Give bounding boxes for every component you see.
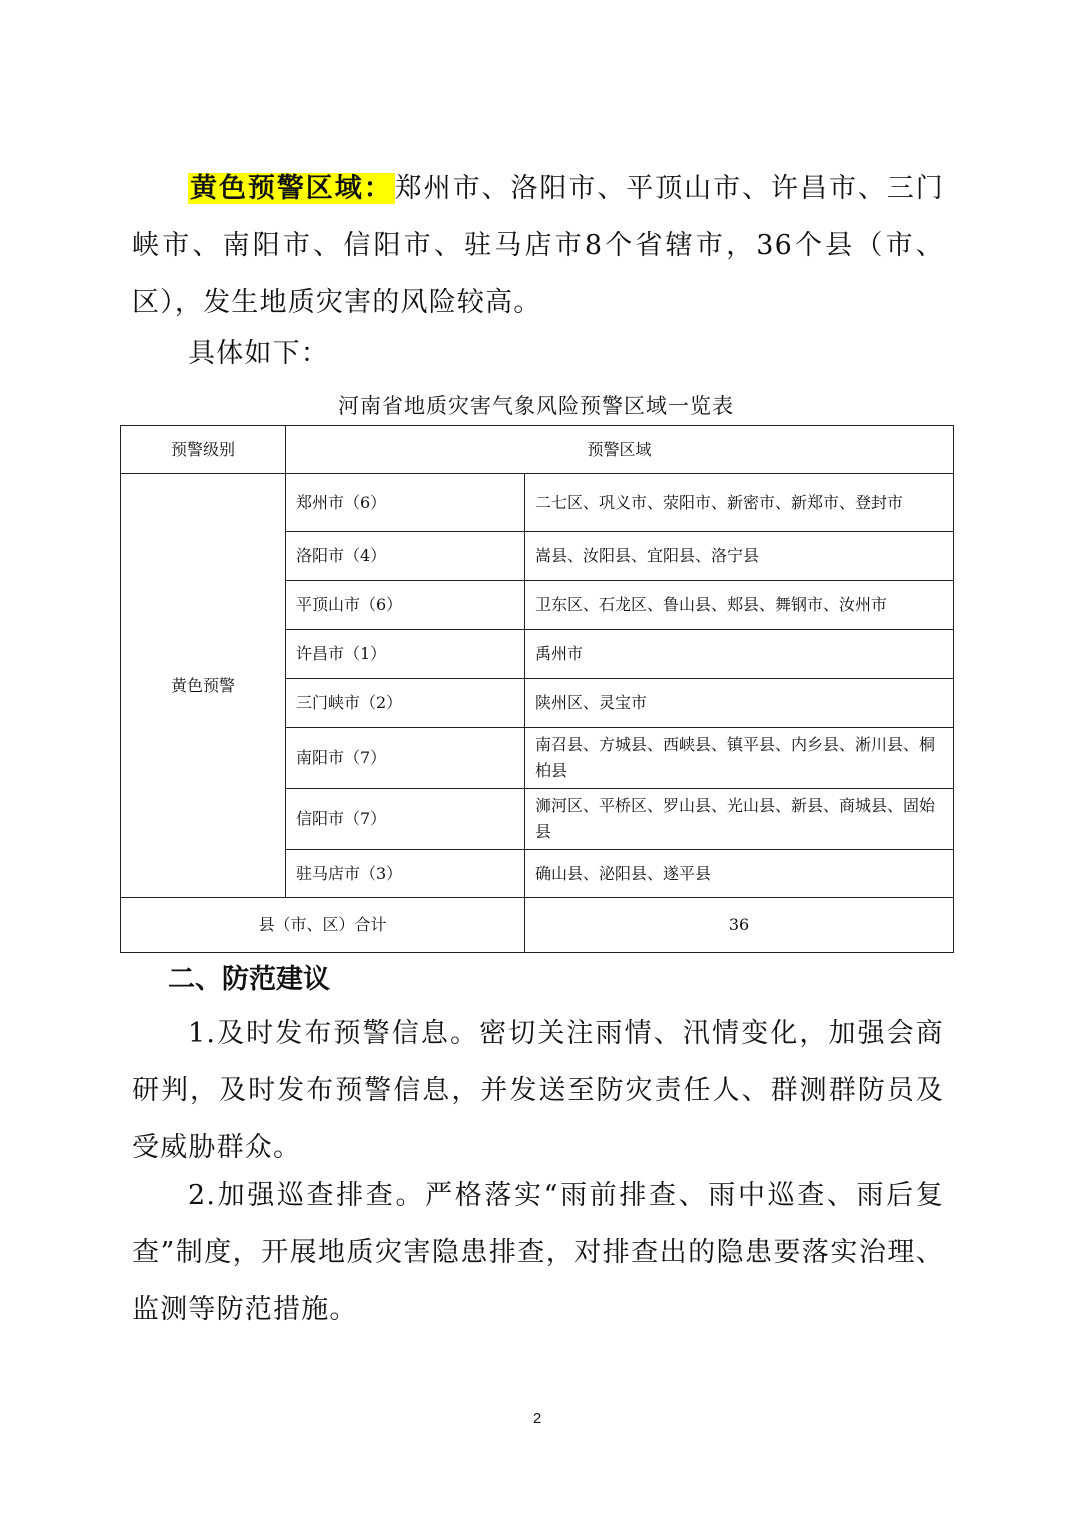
section-heading: 二、防范建议	[168, 964, 330, 995]
table-row	[121, 474, 954, 532]
detail-lead: 具体如下：	[188, 338, 329, 369]
advice-item-2: 2.加强巡查排查。严格落实“雨前排查、雨中巡查、雨后复查”制度，开展地质灾害隐患排查，对排查出的隐患要落实治理、监测等防范措施。	[132, 1180, 944, 1325]
city-cell: 郑州市（6）	[286, 474, 525, 532]
table-header-row	[121, 426, 954, 474]
page-number: 2	[532, 1410, 542, 1427]
table-caption: 河南省地质灾害气象风险预警区域一览表	[338, 394, 734, 418]
warning-table	[120, 425, 954, 953]
city-cell: 驻马店市（3）	[286, 850, 525, 898]
table-total-row	[121, 898, 954, 953]
intro-text: 郑州市、洛阳市、平顶山市、许昌市、三门峡市、南阳市、信阳市、驻马店市8个省辖市，36个县（市、区），发生地质灾害的风险较高。	[132, 173, 944, 318]
total-label: 县（市、区）合计	[121, 898, 525, 953]
counties-cell: 卫东区、石龙区、鲁山县、郏县、舞钢市、汝州市	[525, 581, 954, 630]
city-cell: 许昌市（1）	[286, 630, 525, 679]
level-cell: 黄色预警	[121, 474, 286, 898]
city-cell: 平顶山市（6）	[286, 581, 525, 630]
city-cell: 三门峡市（2）	[286, 679, 525, 728]
total-value: 36	[525, 898, 954, 953]
header-warning-level: 预警级别	[121, 426, 286, 474]
counties-cell: 浉河区、平桥区、罗山县、光山县、新县、商城县、固始县	[525, 789, 954, 850]
city-cell: 南阳市（7）	[286, 728, 525, 789]
yellow-warning-label: 黄色预警区域：	[190, 173, 393, 204]
intro-paragraph	[132, 160, 944, 331]
city-cell: 洛阳市（4）	[286, 532, 525, 581]
counties-cell: 禹州市	[525, 630, 954, 679]
counties-cell: 确山县、泌阳县、遂平县	[525, 850, 954, 898]
counties-cell: 南召县、方城县、西峡县、镇平县、内乡县、淅川县、桐柏县	[525, 728, 954, 789]
city-cell: 信阳市（7）	[286, 789, 525, 850]
counties-cell: 二七区、巩义市、荥阳市、新密市、新郑市、登封市	[525, 474, 954, 532]
advice-item-1: 1.及时发布预警信息。密切关注雨情、汛情变化，加强会商研判，及时发布预警信息，并发送至防灾责任人、群测群防员及受威胁群众。	[132, 1018, 944, 1163]
counties-cell: 陕州区、灵宝市	[525, 679, 954, 728]
counties-cell: 嵩县、汝阳县、宜阳县、洛宁县	[525, 532, 954, 581]
header-warning-area: 预警区域	[286, 426, 954, 474]
